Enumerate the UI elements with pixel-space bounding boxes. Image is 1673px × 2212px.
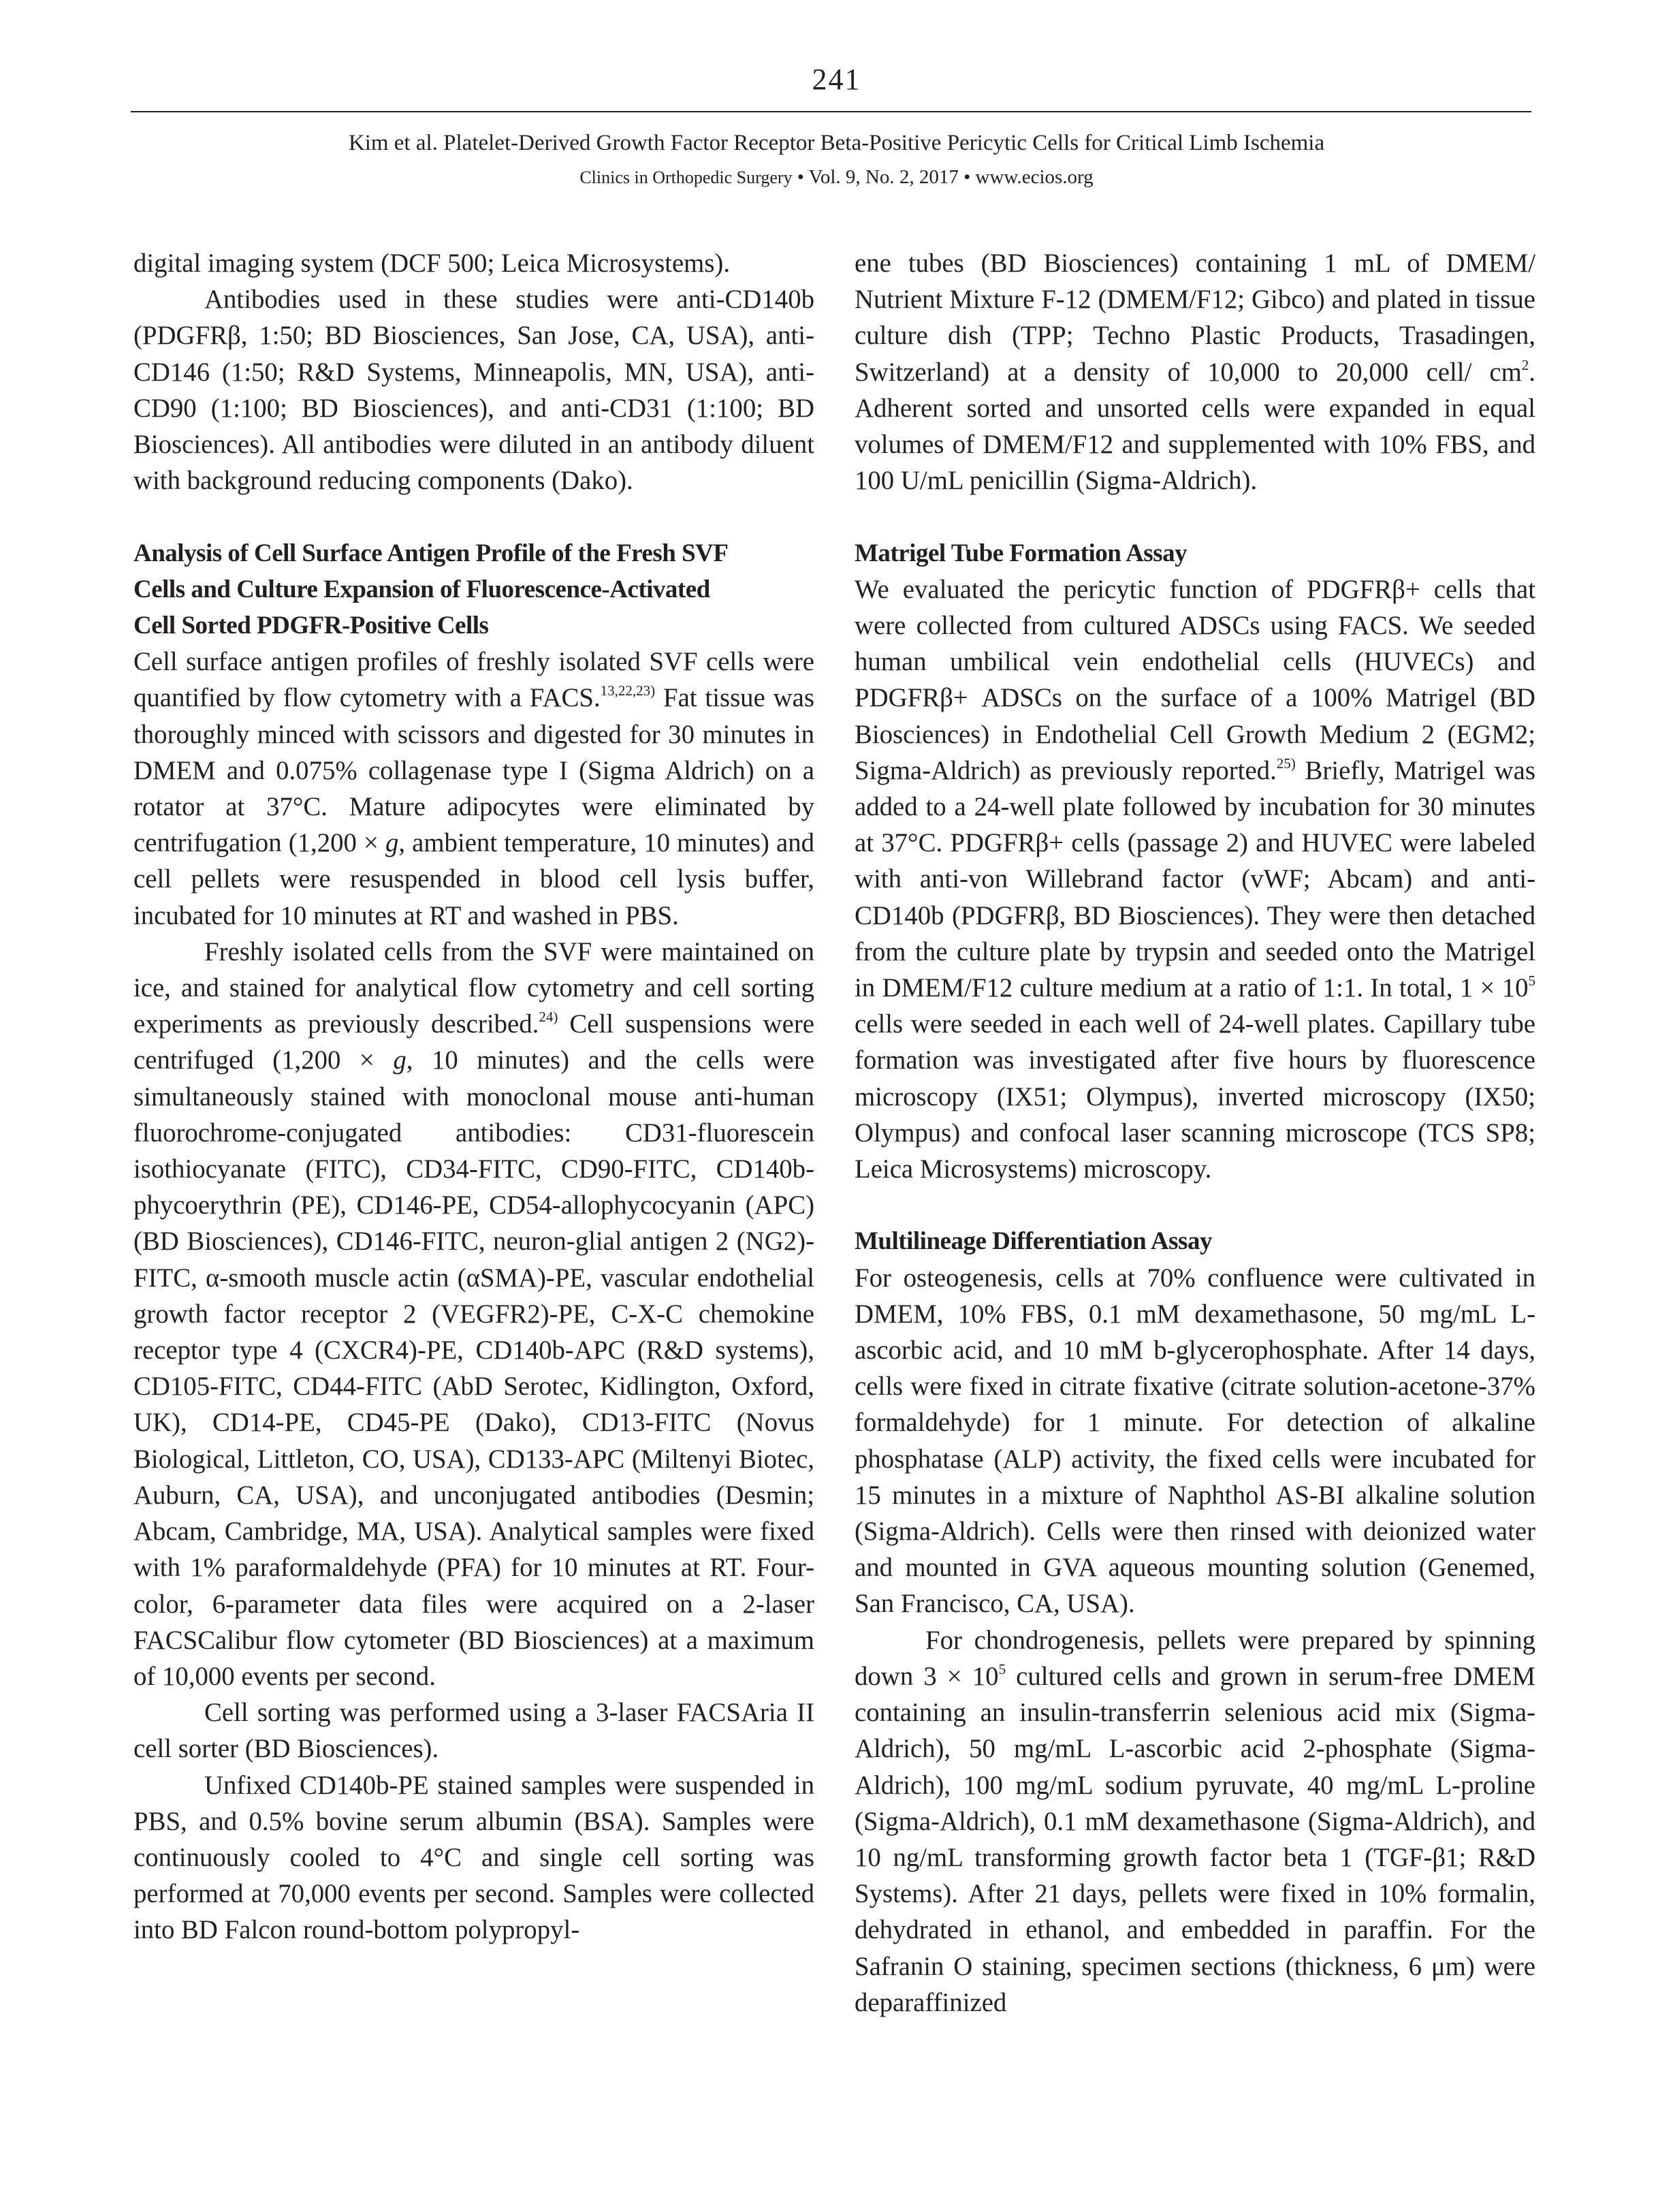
text-run: cells were seeded in each well of 24-well plates. Capillary tube formation was investigated after five hours by fluorescence microscopy (IX51; Olympus), inverted microscopy (IX50; Olympus) and confocal laser scanning microscope (TCS SP8; Leica Microsystems) microscopy. [855, 1009, 1535, 1184]
journal-name: Clinics in Orthopedic Surgery [579, 168, 793, 187]
left-paragraph-antibodies: Antibodies used in these studies were anti-CD140b (PDGFRβ, 1:50; BD Biosciences, San Jose, CA, USA), anti-CD146 (1:50; R&D Systems, Minneapolis, MN, USA), anti-CD90 (1:100; BD Biosciences), and anti-CD31 (1:100; BD Biosciences). All antibodies were diluted in an antibody diluent with background reducing components (Dako). [133, 285, 814, 496]
right-paragraph-chondrogenesis [855, 1622, 1535, 2021]
italic-g: g [385, 828, 399, 858]
text-run: Fat tissue was thoroughly minced with scissors and digested for 30 minutes in DMEM and 0.075% collagenase type I (Sigma Aldrich) on a rotator at 37°C. Mature adipocytes were eliminated by centrifugation (1,200 × [133, 683, 814, 858]
running-title: Kim et al. Platelet-Derived Growth Factor Receptor Beta-Positive Pericytic Cells for Critical Limb Ischemia [348, 131, 1325, 155]
text-run: Cell suspensions were centrifuged (1,200 × [133, 1009, 814, 1075]
right-column [855, 245, 1535, 2021]
citation-ref: 24) [539, 1009, 558, 1026]
left-paragraph-cell-sorting: Cell sorting was performed using a 3-laser FACSAria II cell sorter (BD Biosciences). [133, 1698, 814, 1764]
text-run: Briefly, Matrigel was added to a 24-well plate followed by incubation for 30 minutes at 37°C. PDGFRβ+ cells (passage 2) and HUVEC were labeled with anti-von Willebrand factor (vWF; Abcam) and anti-CD140b (PDGFRβ, BD Biosciences). They were then detached from the culture plate by trypsin and seeded onto the Matrigel in DMEM/F12 culture medium at a ratio of 1:1. In total, 1 × 10 [855, 755, 1535, 1003]
text-run: , ambient temperature, 10 minutes) and cell pellets were resuspended in blood cell lysis buffer, incubated for 10 minutes at RT and washed in PBS. [133, 828, 814, 930]
text-run: ene tubes (BD Biosciences) containing 1 mL of DMEM/ Nutrient Mixture F-12 (DMEM/F12; Gibco) and plated in tissue culture dish (TPP; Techno Plastic Products, Trasadingen, Switzerland) at a density of 10,000 to 20,000 cell/ cm [855, 249, 1535, 387]
left-column [133, 245, 814, 1948]
page-number: 241 [812, 63, 861, 96]
section-heading-surface-antigen [133, 535, 814, 644]
text-run: cultured cells and grown in serum-free DMEM containing an insulin-transferrin selenious acid mix (Sigma-Aldrich), 50 mg/mL L-ascorbic acid 2-phosphate (Sigma-Aldrich), 100 mg/mL sodium pyruvate, 40 mg/mL L-proline (Sigma-Aldrich), 0.1 mM dexamethasone (Sigma-Aldrich), and 10 ng/mL transforming growth factor beta 1 (TGF-β1; R&D Systems). After 21 days, pellets were fixed in 10% formalin, dehydrated in ethanol, and embedded in paraffin. For the Safranin O staining, specimen sections (thickness, 6 μm) were deparaffinized [855, 1661, 1535, 2017]
text-run: Freshly isolated cells from the SVF were maintained on ice, and stained for analytical flow cytometry and cell sorting experiments as previously described. [133, 936, 814, 1039]
italic-g: g [393, 1045, 407, 1075]
heading-line-1: Analysis of Cell Surface Antigen Profile of the Fresh SVF [133, 539, 729, 567]
left-paragraph-flow-cytometry [133, 934, 814, 1694]
text-run: We evaluated the pericytic function of PDGFRβ+ cells that were collected from cultured ADSCs using FACS. We seeded human umbilical vein endothelial cells (HUVECs) and PDGFRβ+ ADSCs on the surface of a 100% Matrigel (BD Biosciences) in Endothelial Cell Growth Medium 2 (EGM2; Sigma-Aldrich) as previously reported. [855, 574, 1535, 785]
citation-ref: 25) [1276, 755, 1296, 772]
text-run: , 10 minutes) and the cells were simultaneously stained with monoclonal mouse anti-human fluorochrome-conjugated antibodies: CD31-fluorescein isothiocyanate (FITC), CD34-FITC, CD90-FITC, CD140b-phycoerythrin (PE), CD146-PE, CD54-allophycocyanin (APC) (BD Biosciences), CD146-FITC, neuron-glial antigen 2 (NG2)-FITC, α-smooth muscle actin (αSMA)-PE, vascular endothelial growth factor receptor 2 (VEGFR2)-PE, C-X-C chemokine receptor type 4 (CXCR4)-PE, CD140b-APC (R&D systems), CD105-FITC, CD44-FITC (AbD Serotec, Kidlington, Oxford, UK), CD14-PE, CD45-PE (Dako), CD13-FITC (Novus Biological, Littleton, CO, USA), CD133-APC (Miltenyi Biotec, Auburn, CA, USA), and unconjugated antibodies (Desmin; Abcam, Cambridge, MA, USA). Analytical samples were fixed with 1% paraformaldehyde (PFA) for 10 minutes at RT. Four-color, 6-parameter data files were acquired on a 2-laser FACSCalibur flow cytometer (BD Biosciences) at a maximum of 10,000 events per second. [133, 1045, 814, 1691]
text-run: For chondrogenesis, pellets were prepared by spinning down 3 × 10 [855, 1625, 1535, 1691]
left-paragraph-1: digital imaging system (DCF 500; Leica Microsystems). [133, 249, 731, 278]
journal-line [0, 165, 1673, 190]
section-heading-matrigel: Matrigel Tube Formation Assay [855, 539, 1188, 567]
superscript: 2 [1521, 356, 1529, 373]
header-rule [131, 111, 1531, 112]
superscript: 5 [1528, 973, 1535, 990]
heading-line-3: Cell Sorted PDGFR-Positive Cells [133, 612, 489, 640]
text-run: Cell surface antigen profiles of freshly isolated SVF cells were quantified by flow cytometry with a FACS. [133, 647, 814, 713]
text-run: . Adherent sorted and unsorted cells were expanded in equal volumes of DMEM/F12 and supplemented with 10% FBS, and 100 U/mL penicillin (Sigma-Aldrich). [855, 357, 1535, 496]
journal-volume-url: • Vol. 9, No. 2, 2017 • www.ecios.org [792, 166, 1094, 188]
superscript: 5 [998, 1660, 1006, 1677]
section-heading-multilineage: Multilineage Differentiation Assay [855, 1227, 1212, 1256]
left-paragraph-svf-profile [133, 644, 814, 934]
right-paragraph-osteogenesis: For osteogenesis, cells at 70% confluence were cultivated in DMEM, 10% FBS, 0.1 mM dexamethasone, 50 mg/mL L-ascorbic acid, and 10 mM b-glycerophosphate. After 14 days, cells were fixed in citrate fixative (citrate solution-acetone-37% formaldehyde) for 1 minute. For detection of alkaline phosphatase (ALP) activity, the fixed cells were incubated for 15 minutes in a mixture of Naphthol AS-BI alkaline solution (Sigma-Aldrich). Cells were then rinsed with deionized water and mounted in GVA aqueous mounting solution (Genemed, San Francisco, CA, USA). [855, 1263, 1535, 1619]
citation-ref: 13,22,23) [600, 682, 656, 699]
right-paragraph-tubes [855, 245, 1535, 499]
heading-line-2: Cells and Culture Expansion of Fluorescence-Activated [133, 575, 710, 603]
right-paragraph-matrigel [855, 571, 1535, 1187]
left-paragraph-unfixed-samples: Unfixed CD140b-PE stained samples were suspended in PBS, and 0.5% bovine serum albumin (BSA). Samples were continuously cooled to 4°C and single cell sorting was performed at 70,000 events per second. Samples were collected into BD Falcon round-bottom polypropyl- [133, 1770, 814, 1945]
